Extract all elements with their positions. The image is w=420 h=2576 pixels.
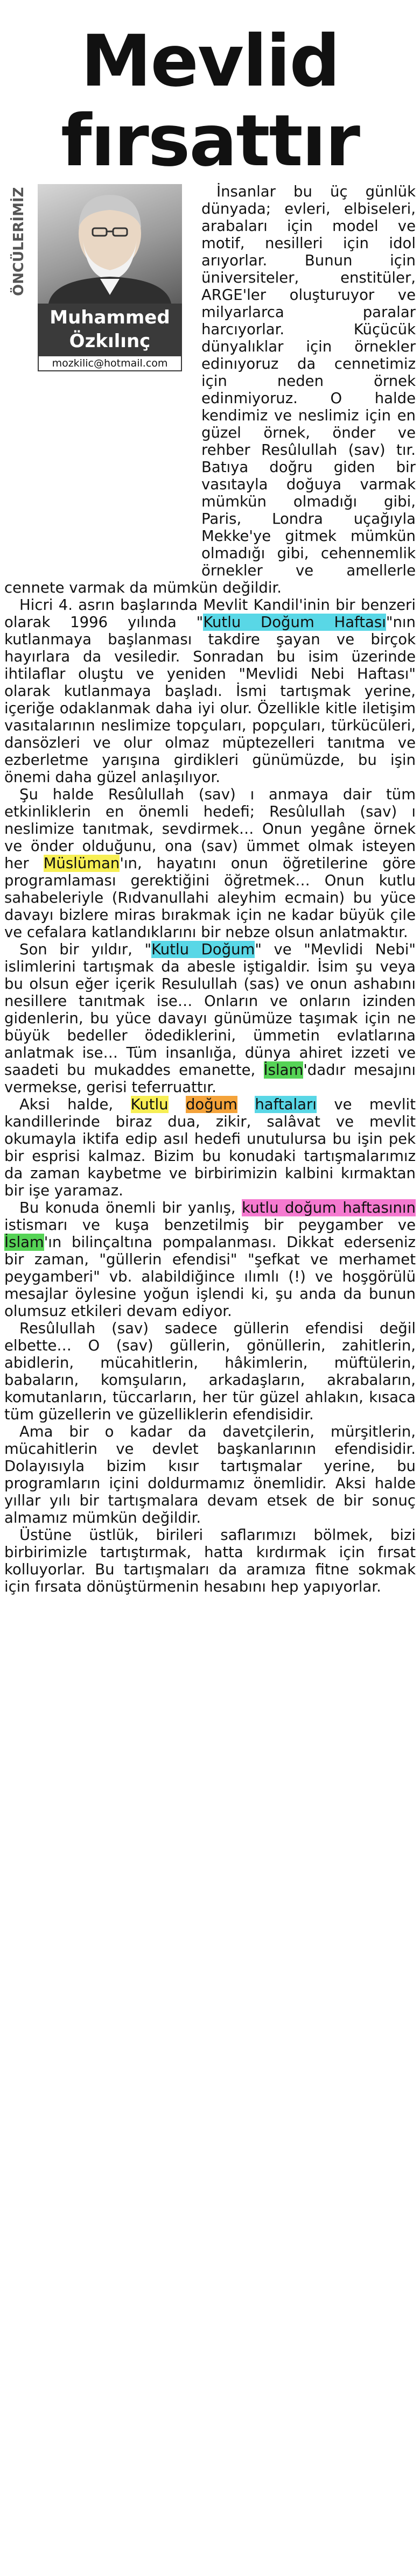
highlight-dogum: doğum xyxy=(185,1096,237,1113)
paragraph-9 xyxy=(4,1526,416,1595)
article-body xyxy=(0,183,420,1595)
author-name xyxy=(38,304,182,355)
paragraph-1-text: İnsanlar bu üç günlük dünyada; evleri, elbiseleri, arabaları için model ve motif, nesilleri için idol arıyorlar. Bunun için üniversiteler, enstitüler, ARGE'ler oluşturuyor ve milyarlarca paralar harcıyorlar. Küçücük dünyalıklar için örnekler edinıyoruz da cennetimiz için neden örnek edinmiyoruz. O halde kendimiz ve neslimiz için en güzel örnek, önder ve rehber Resûlullah (sav) tır. Batıya doğru giden bir vasıtayla doğuya varmak mümkün olmadığı gibi, Paris, Londra uçağıyla Mekke'ye gitmek mümkün olmadığı gibi, cehennemlik örnekler ve amellerle cennete varmak da mümkün değildir. xyxy=(4,183,416,596)
paragraph-3-text-a: Şu halde Resûlullah (sav) ı anmaya dair tüm etkinliklerin en önemli hedefi; Resûlullah (sav) ı neslimize tanıtmak, sevdirmek… Onun yegâne örnek ve önder olduğunu, ona (sav) ümmet olmak isteyen her xyxy=(4,786,416,872)
paragraph-7 xyxy=(4,1320,416,1423)
highlight-kutlu-dogum-haftasi: Kutlu Doğum Haftası xyxy=(203,614,386,631)
paragraph-7-text: Resûlullah (sav) sadece güllerin efendisi değil elbette… O (sav) güllerin, gönüllerin, zahitlerin, abidlerin, mücahitlerin, hâkimlerin, müftülerin, babaların, komşuların, arkadaşların, akrabaların, komutanların, tüccarların, her tür güzel ahlakın, kısaca tüm güzellerin ve güzelliklerin efendisidir. xyxy=(4,1320,416,1423)
paragraph-3 xyxy=(4,786,416,941)
paragraph-5-text-b: ve mevlit kandillerinde biraz dua, zikir, salâvat ve mevlit okumayla iktifa edip asıl hedefi unutulursa bu işin pek bir esprisi kalmaz. Bizim bu konudaki tartışmalarımız da zaman kaybetme ve birbirimizin kalbini kırmaktan bir işe yaramaz. xyxy=(4,1096,416,1199)
paragraph-4-text-b: " ve "Mevlidi Nebi" islimlerini tartışmak da abesle iştigaldir. İsim şu veya bu olsun eğer içerik Resulullah (sas) ve onun ashabını nesillere tanıtmak ise… Onların ve onların izinden gidenlerin, bu yüce davayı günümüze taşımak için ne büyük bedeller ödediklerini, ümmetin evlatlarına anlatmak ise… Tüm insanlığa, dünya ahiret izzeti ve saadeti bu mukaddes emanette, xyxy=(4,941,416,1079)
author-email[interactable]: mozkilic@hotmail.com xyxy=(38,355,182,371)
author-last-name: Özkılınç xyxy=(69,330,151,352)
author-first-name: Muhammed xyxy=(50,307,170,328)
highlight-islam: İslam xyxy=(263,1061,304,1079)
section-tag: ÖNCÜLERİMİZ xyxy=(11,187,27,296)
highlight-musluman: Müslüman xyxy=(43,855,120,872)
headline-line-2: fırsattır xyxy=(61,100,359,182)
headline xyxy=(0,22,420,181)
paragraph-4 xyxy=(4,941,416,1096)
highlight-kutlu-dogum-haftasinin: kutlu doğum haftasının xyxy=(242,1199,416,1216)
highlight-kutlu-dogum: Kutlu Doğum xyxy=(151,941,255,958)
highlight-islam-2: İslam xyxy=(4,1234,44,1251)
author-photo xyxy=(38,184,182,304)
paragraph-6-text-a: Bu konuda önemli bir yanlış, xyxy=(19,1199,242,1216)
highlight-kutlu: Kutlu xyxy=(130,1096,169,1113)
paragraph-2-text-b: "nın kutlanmaya başlanması takdire şayan ve birçok hayırlara da vesiledir. Sonradan bu isim üzerinde ihtilaflar oluştu ve yeniden "Mevlidi Nebi Haftası" olarak kutlanmaya başladı. İsmi tartışmak yerine, içeriğe odaklanmak daha iyi olur. Özellikle kitle iletişim vasıtalarının neslimize topçuları, popçuları, türkücüleri, dansözleri ve olur olmaz müptezelleri tanıtma ve ezberletme yarışına girdikleri günümüzde, bu işin önemi daha güzel anlaşılıyor. xyxy=(4,614,416,786)
paragraph-8 xyxy=(4,1423,416,1526)
paragraph-6-text-c: 'ın bilinçaltına pompalanması. Dikkat ederseniz bir zaman, "güllerin efendisi" "şefkat ve merhamet peygamberi" vb. alabildiğince ılımlı (!) ve hoşgörülü mesajlar öylesine yoğun işlendi ki, şu anda da bunun olumsuz etkileri devam ediyor. xyxy=(4,1234,416,1320)
paragraph-9-text: Üstüne üstlük, birileri saflarımızı bölmek, bizi birbirimizle tartıştırmak, hatta kırdırmak için fırsat kolluyorlar. Bu tartışmaları da aramıza fitne sokmak için fırsata dönüştürmenin hesabını hep yapıyorlar. xyxy=(4,1526,416,1595)
paragraph-4-text-c: 'dadır mesajını vermekse, gerisi teferruattır. xyxy=(4,1061,416,1096)
author-portrait-icon xyxy=(38,184,182,304)
paragraph-3-text-b: 'ın, hayatını onun öğretilerine göre programlaması gerektiğini öğretmek… Onun kutlu sahabeleriyle (Rıdvanullahi aleyhim ecmain) bu yüce davayı bizlere miras bırakmak için ne kadar büyük çile ve cefalara katlandıklarını bir nebze olsun anlatmaktır. xyxy=(4,855,416,941)
paragraph-6-text-b: istismarı ve kuşa benzetilmiş bir peygamber ve xyxy=(4,1216,416,1234)
highlight-haftalari: haftaları xyxy=(255,1096,317,1113)
author-box xyxy=(10,184,187,372)
paragraph-2-text-a: Hicri 4. asrın başlarında Mevlit Kandil'inin bir benzeri olarak 1996 yılında " xyxy=(4,596,416,631)
paragraph-4-text-a: Son bir yıldır, " xyxy=(19,941,152,958)
paragraph-5-text-a: Aksi halde, xyxy=(19,1096,131,1113)
paragraph-8-text: Ama bir o kadar da davetçilerin, mürşitlerin, mücahitlerin ve devlet başkanlarının efendisidir. Dolayısıyla bizim kısır tartışmalar yerine, bu programların içini doldurmamız önemlidir. Aksi halde yıllar yılı bir tartışmalara devam etsek de bir sonuç almamız mümkün değildir. xyxy=(4,1423,416,1526)
paragraph-5 xyxy=(4,1096,416,1199)
paragraph-6 xyxy=(4,1199,416,1320)
headline-line-1: Mevlid xyxy=(81,20,339,103)
paragraph-2 xyxy=(4,596,416,786)
